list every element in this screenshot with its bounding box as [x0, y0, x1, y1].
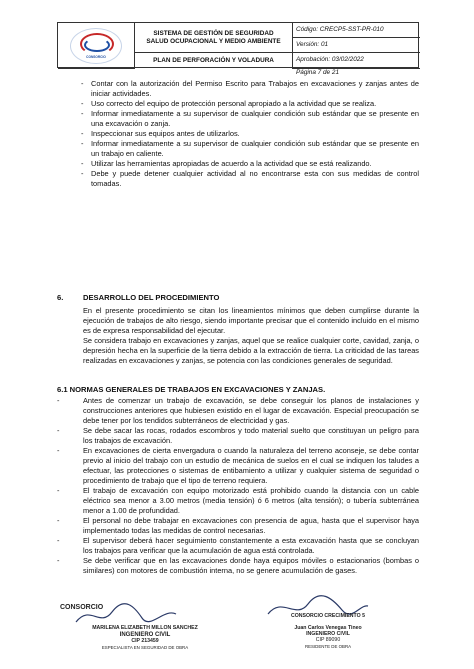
- right-signer-title: INGENIERO CIVIL: [306, 630, 350, 637]
- section-6-paragraph-1: En el presente procedimiento se citan los lineamientos mínimos que deben cumplirse durante la ejecución de trabajos de alto riesgo, siendo importante precisar que el contenido incluido en el mismo es de expresa responsabilidad del ejecutar.: [83, 306, 419, 336]
- plan-title: PLAN DE PERFORACIÓN Y VOLADURA: [135, 53, 293, 69]
- right-stamp: CONSORCIO CRECIMIENTO 5: [291, 613, 365, 619]
- document-header: [57, 22, 419, 76]
- system-title-line1: SISTEMA DE GESTIÓN DE SEGURIDAD: [153, 29, 274, 37]
- list-item: - El supervisor deberá hacer seguimiento constantemente a esta excavación hasta que se concluyan los trabajos para verificar que la acumulación de agua está controlada.: [57, 536, 419, 556]
- section-6-1: [57, 385, 419, 576]
- right-signer-name: Juan Carlos Venegas Tineo: [294, 624, 362, 631]
- right-signer-cip: CIP 89090: [315, 636, 341, 643]
- left-signer-role: ESPECIALISTA EN SEGURIDAD DE OBRA: [101, 644, 189, 650]
- left-signer-name: MARILENA ELIZABETH MILLON SANCHEZ: [92, 625, 198, 631]
- section-6-heading: 6. DESARROLLO DEL PROCEDIMIENTO: [57, 293, 220, 302]
- system-title-line2: SALUD OCUPACIONAL Y MEDIO AMBIENTE: [146, 37, 281, 45]
- list-item: - En excavaciones de cierta envergadura o cuando la naturaleza del terreno aconseje, se debe contar previo al inicio del trabajo con un estudio de mecánica de suelos en el cual se indiquen los taludes a efectuar, las protecciones o sistemas de entibamiento a utilizar y cualquier sistema de seguridad o procedimiento de trabajo que el tipo de terreno requiera.: [57, 446, 419, 486]
- section-6: [57, 293, 419, 366]
- logo-cell: [58, 23, 135, 69]
- top-bullet-list: [57, 79, 419, 189]
- list-item: - Se debe verificar que en las excavaciones donde haya equipos móviles o estacionarios (bombas o similares) con motores de combustión interna, no se genere acumulación de gases.: [57, 556, 419, 575]
- list-item: - Uso correcto del equipo de protección personal apropiado a la actividad que se realiza.: [81, 98, 377, 108]
- list-item: - Antes de comenzar un trabajo de excavación, se debe conseguir los planos de instalaciones y construcciones anteriores que hubiesen existido en el lugar de excavación. Especial preocupación se debe tener por los tendidos subterráneos de electricidad y gas.: [57, 396, 419, 426]
- list-item: - Inspeccionar sus equipos antes de utilizarlos.: [81, 128, 240, 138]
- system-title-cell: [135, 23, 293, 53]
- list-item: - Debe y puede detener cualquier actividad al no encontrarse esta con sus medidas de control tomadas.: [81, 168, 419, 188]
- company-logo: [70, 28, 122, 64]
- list-item: - Contar con la autorización del Permiso Escrito para Trabajos en excavaciones y zanjas antes de iniciar actividades.: [81, 79, 419, 98]
- right-signer-role: RESIDENTE DE OBRA: [304, 643, 352, 649]
- list-item: - El personal no debe trabajar en excavaciones con presencia de agua, hasta que el supervisor haya implementado todas las medidas de control necesarias.: [57, 516, 419, 536]
- left-signature-block: [80, 626, 210, 650]
- list-item: - Informar inmediatamente a su supervisor de cualquier condición sub estándar que se presente en una excavación o zanja.: [81, 108, 419, 128]
- document-version: Versión: 01: [293, 38, 420, 53]
- list-item: - Utilizar las herramientas apropiadas de acuerdo a la actividad que se está realizando.: [81, 158, 372, 168]
- list-item: - Informar inmediatamente a su supervisor de cualquier condición sub estándar que se presente en un trabajo en caliente.: [81, 138, 419, 158]
- left-signer-title: INGENIERO CIVIL: [119, 631, 171, 638]
- left-stamp: CONSORCIO: [60, 604, 104, 611]
- document-code: Código: CRECP5-SST-PR-010: [293, 23, 420, 38]
- section-6-1-heading: 6.1 NORMAS GENERALES DE TRABAJOS EN EXCAVACIONES Y ZANJAS.: [57, 385, 326, 394]
- list-item: - El trabajo de excavación con equipo motorizado está prohibido cuando la distancia con un cable eléctrico sea menor a 3.00 metros (media tensión) ó 6 metros (alta tensión); o tubería subterránea menor a 1.00 de profundidad.: [57, 486, 419, 516]
- list-item: - Se debe sacar las rocas, rodados escombros y todo material suelto que constituyan un peligro para los trabajos de excavación.: [57, 426, 419, 446]
- section-6-paragraph-2: Se considera trabajo en excavaciones y zanjas, aquel que se realice cualquier corte, cavidad, zanja, o depresión hecha en la superficie de la tierra debido a la extracción de tierra. La criticidad de las tareas realizadas en excavaciones y zanjas, se potencia con las condiciones generales de seguridad.: [83, 336, 419, 366]
- logo-text: CONSORCIO: [86, 55, 106, 60]
- left-signer-cip: CIP 213459: [131, 637, 159, 644]
- page-number: Página 7 de 21: [296, 69, 339, 76]
- approval-date: Aprobación: 03/02/2022: [293, 53, 420, 69]
- right-signature-block: [268, 614, 388, 649]
